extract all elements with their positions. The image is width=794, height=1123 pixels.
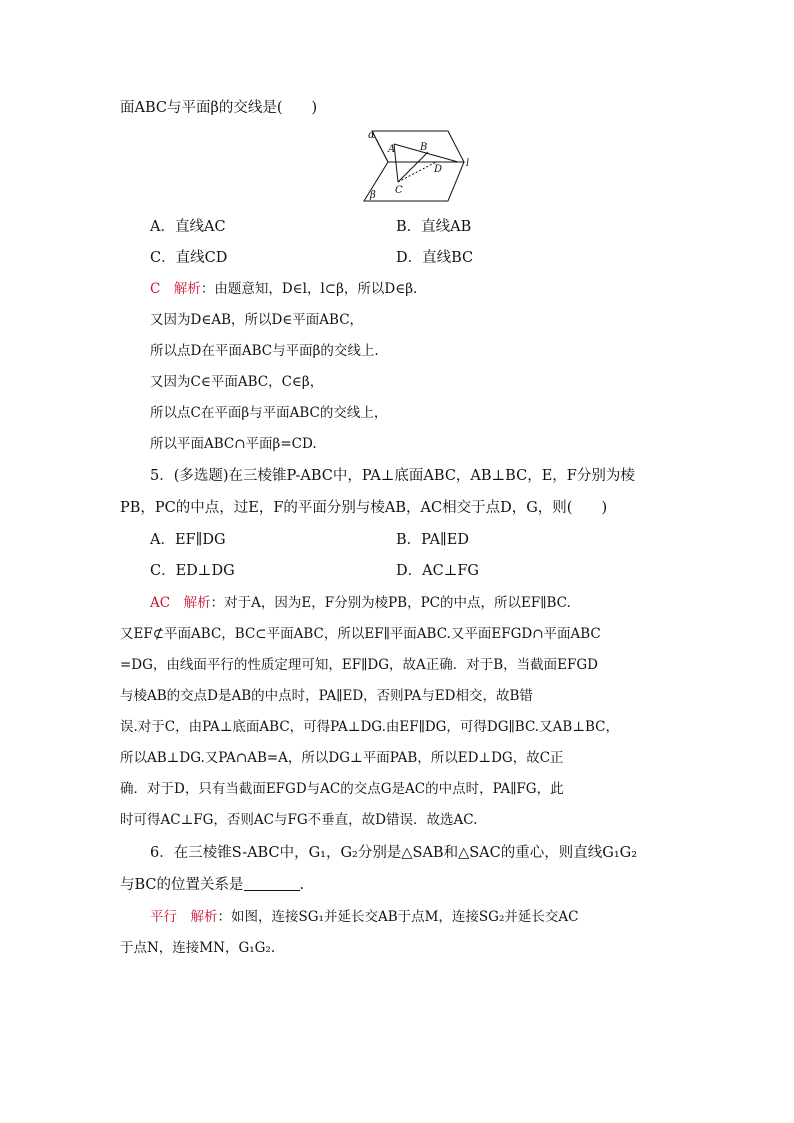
q5-option-b: B．PA∥ED [396, 532, 469, 548]
label-alpha: α [368, 130, 375, 141]
planes-figure [358, 126, 478, 206]
q5-explanation-line: 与棱AB的交点D是AB的中点时，PA∥ED，否则PA与ED相交，故B错 [120, 688, 533, 704]
label-beta: β [370, 190, 376, 201]
q5-answer: AC [150, 595, 171, 611]
q5-option-d: D．AC⊥FG [396, 563, 479, 579]
q6-stem-line: 与BC的位置关系是 . [120, 877, 305, 893]
q5-explanation-line: AC 解析：对于A，因为E，F分别为棱PB，PC的中点，所以EF∥BC. [150, 595, 571, 611]
q4-explanation-line: C 解析：由题意知，D∈l，l⊂β，所以D∈β. [150, 281, 418, 297]
q5-explanation-label: 解析 [183, 595, 211, 611]
q4-option-c: C．直线CD [150, 250, 228, 266]
q5-explanation-line: 所以AB⊥DG.又PA∩AB=A，所以DG⊥平面PAB，所以ED⊥DG，故C正 [120, 750, 564, 766]
q6-explanation-line: 于点N，连接MN，G₁G₂. [120, 940, 276, 956]
label-l: l [466, 158, 470, 169]
q6-answer: 平行 [150, 909, 177, 925]
q5-explanation-line: 时可得AC⊥FG，否则AC与FG不垂直，故D错误．故选AC. [120, 812, 478, 828]
q4-explanation-label: 解析 [173, 281, 201, 297]
q4-explanation-line: 所以平面ABC∩平面β=CD. [150, 436, 317, 452]
answer-blank [244, 876, 300, 891]
label-D: D [434, 164, 443, 175]
q6-explanation-label: 解析 [190, 909, 218, 925]
q4-option-a: A．直线AC [150, 219, 226, 235]
q4-explanation-line: 又因为C∈平面ABC，C∈β， [150, 374, 324, 390]
q5-explanation-line: =DG，由线面平行的性质定理可知，EF∥DG，故A正确．对于B，当截面EFGD [120, 657, 598, 673]
q5-stem-line: 5．(多选题)在三棱锥P-ABC中，PA⊥底面ABC，AB⊥BC，E，F分别为棱 [150, 468, 635, 484]
q5-explanation-line: 又EF⊄平面ABC，BC⊂平面ABC，所以EF∥平面ABC.又平面EFGD∩平面ABC [120, 626, 601, 642]
label-C: C [395, 185, 403, 196]
q5-stem-line: PB，PC的中点，过E，F的平面分别与棱AB，AC相交于点D，G，则( ) [120, 500, 608, 516]
q4-explanation-line: 又因为D∈AB，所以D∈平面ABC， [150, 312, 364, 328]
q4-option-d: D．直线BC [396, 250, 474, 266]
q5-explanation-line: 确．对于D，只有当截面EFGD与AC的交点G是AC的中点时，PA∥FG，此 [120, 781, 564, 797]
q5-option-a: A．EF∥DG [150, 532, 226, 548]
label-A: A [388, 144, 396, 155]
q5-option-c: C．ED⊥DG [150, 563, 235, 579]
q5-explanation-line: 误.对于C，由PA⊥底面ABC，可得PA⊥DG.由EF∥DG，可得DG∥BC.又AB⊥BC， [120, 719, 619, 735]
question-4-tail: 面ABC与平面β的交线是( ) [120, 100, 318, 116]
q4-answer: C [150, 281, 161, 297]
q4-option-b: B．直线AB [396, 219, 472, 235]
q6-explanation-line: 平行 解析：如图，连接SG₁并延长交AB于点M，连接SG₂并延长交AC [150, 909, 579, 925]
q4-explanation-line: 所以点C在平面β与平面ABC的交线上， [150, 405, 388, 421]
q6-stem-line: 6．在三棱锥S-ABC中，G₁，G₂分别是△SAB和△SAC的重心，则直线G₁G₂ [150, 845, 638, 861]
q4-explanation-line: 所以点D在平面ABC与平面β的交线上. [150, 343, 379, 359]
label-B: B [420, 142, 428, 153]
